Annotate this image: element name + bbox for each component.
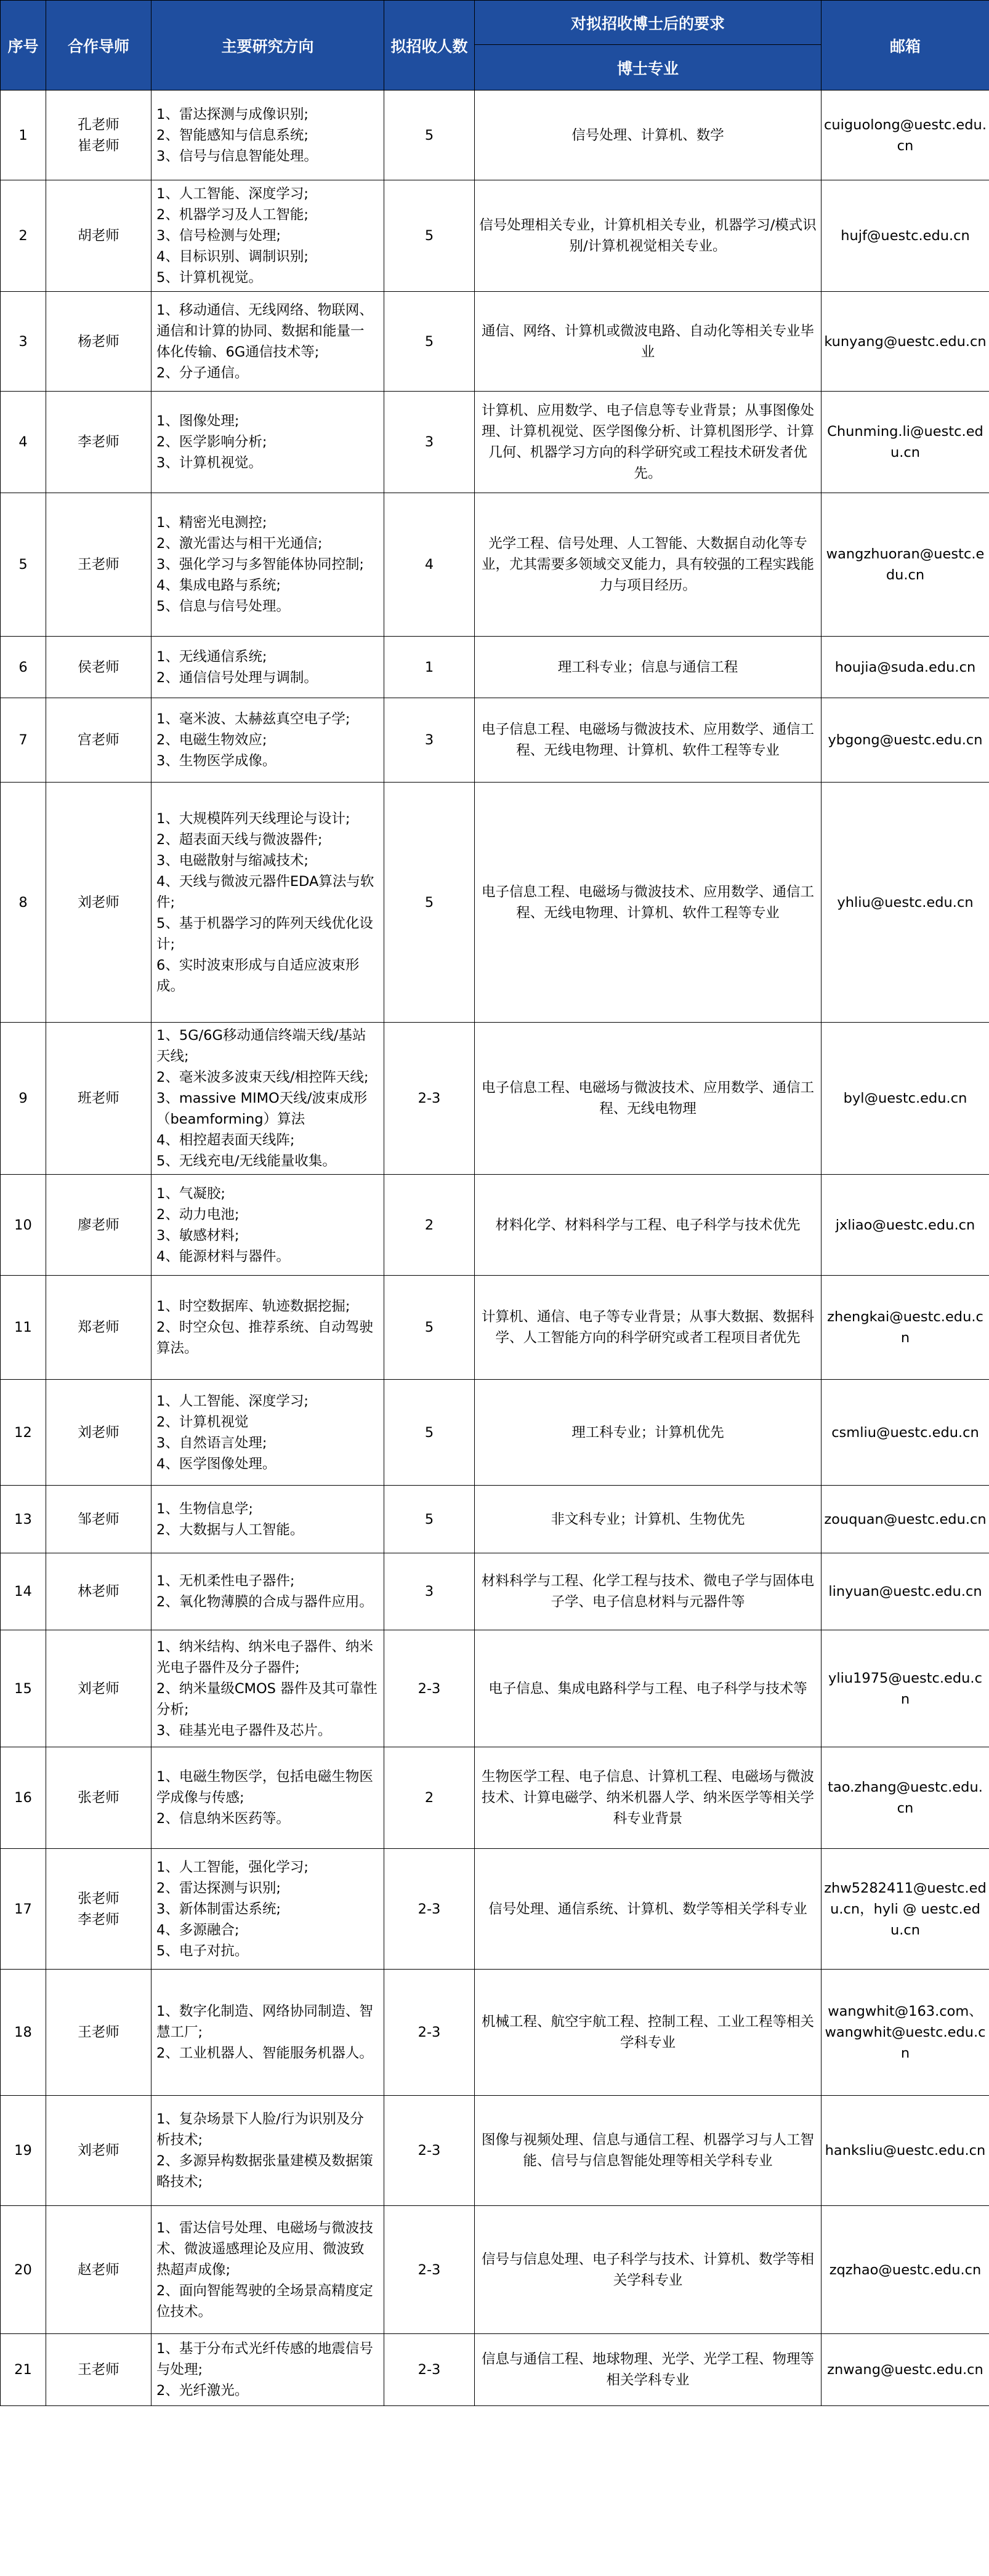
advisor-name: 李老师 (78, 434, 119, 450)
direction-item: 2、面向智能驾驶的全场景高精度定位技术。 (156, 2282, 373, 2320)
advisor-name: 杨老师 (78, 333, 119, 350)
phd-major: 材料化学、材料科学与工程、电子科学与技术优先 (475, 1175, 821, 1276)
phd-major: 信号处理、通信系统、计算机、数学等相关学科专业 (475, 1849, 821, 1970)
row-number: 1 (1, 91, 46, 180)
direction-item: 3、自然语言处理; (156, 1435, 267, 1451)
advisor-name: 侯老师 (78, 659, 119, 675)
direction-item: 2、大数据与人工智能。 (156, 1521, 304, 1538)
direction-item: 2、时空众包、推荐系统、自动驾驶算法。 (156, 1319, 373, 1356)
recruit-count: 3 (384, 698, 475, 783)
email-address: zouquan@uestc.edu.cn (821, 1486, 989, 1553)
row-number: 3 (1, 292, 46, 392)
advisor-cell (46, 493, 151, 637)
recruit-count: 2-3 (384, 1849, 475, 1970)
row-number: 11 (1, 1276, 46, 1380)
advisor-cell (46, 1276, 151, 1380)
email-address: kunyang@uestc.edu.cn (821, 292, 989, 392)
research-directions (151, 1849, 384, 1970)
advisor-name: 刘老师 (78, 2143, 119, 2159)
phd-major: 电子信息、集成电路科学与工程、电子科学与技术等 (475, 1630, 821, 1747)
research-directions (151, 292, 384, 392)
direction-item: 4、集成电路与系统; (156, 578, 281, 594)
direction-item: 1、雷达信号处理、电磁场与微波技术、微波遥感理论及应用、微波致热超声成像; (156, 2220, 373, 2278)
email-address: hanksliu@uestc.edu.cn (821, 2096, 989, 2206)
advisor-name: 郑老师 (78, 1319, 119, 1335)
research-directions (151, 91, 384, 180)
header-major: 博士专业 (475, 45, 821, 91)
direction-item: 4、目标识别、调制识别; (156, 249, 309, 265)
direction-item: 4、天线与微波元器件EDA算法与软件; (156, 873, 374, 911)
advisor-cell (46, 637, 151, 698)
table-row (1, 698, 989, 783)
row-number: 9 (1, 1023, 46, 1175)
direction-item: 1、精密光电测控; (156, 515, 267, 531)
direction-item: 2、通信信号处理与调制。 (156, 669, 318, 686)
direction-item: 2、智能感知与信息系统; (156, 127, 309, 143)
research-directions (151, 392, 384, 493)
direction-item: 2、电磁生物效应; (156, 732, 267, 748)
recruit-count: 2-3 (384, 2096, 475, 2206)
recruit-count: 3 (384, 1553, 475, 1630)
email-address: csmliu@uestc.edu.cn (821, 1380, 989, 1486)
direction-item: 1、5G/6G移动通信终端天线/基站天线; (156, 1028, 366, 1065)
table-row (1, 637, 989, 698)
direction-item: 4、相控超表面天线阵; (156, 1132, 295, 1148)
direction-item: 3、计算机视觉。 (156, 455, 262, 471)
direction-item: 3、强化学习与多智能体协同控制; (156, 557, 364, 573)
email-address: yhliu@uestc.edu.cn (821, 783, 989, 1023)
research-directions (151, 180, 384, 292)
phd-major: 材料科学与工程、化学工程与技术、微电子学与固体电子学、电子信息材料与元器件等 (475, 1553, 821, 1630)
direction-item: 1、人工智能，强化学习; (156, 1859, 309, 1875)
advisor-cell (46, 392, 151, 493)
recruit-count: 5 (384, 1486, 475, 1553)
direction-item: 1、图像处理; (156, 413, 240, 429)
recruit-count: 5 (384, 91, 475, 180)
table-row (1, 1747, 989, 1849)
phd-major: 理工科专业；信息与通信工程 (475, 637, 821, 698)
advisor-name: 宫老师 (78, 732, 119, 748)
email-address: byl@uestc.edu.cn (821, 1023, 989, 1175)
advisor-name: 王老师 (78, 2024, 119, 2040)
table-row (1, 1849, 989, 1970)
row-number: 6 (1, 637, 46, 698)
direction-item: 3、生物医学成像。 (156, 753, 277, 769)
advisor-cell (46, 783, 151, 1023)
research-directions (151, 698, 384, 783)
direction-item: 5、基于机器学习的阵列天线优化设计; (156, 915, 373, 952)
row-number: 5 (1, 493, 46, 637)
direction-item: 2、机器学习及人工智能; (156, 207, 309, 223)
email-address: zhw5282411@uestc.edu.cn，hyli @ uestc.edu.cn (821, 1849, 989, 1970)
direction-item: 1、无线通信系统; (156, 648, 267, 665)
advisor-name: 邹老师 (78, 1511, 119, 1527)
advisor-cell (46, 2096, 151, 2206)
advisor-name: 廖老师 (78, 1217, 119, 1233)
email-address: zhengkai@uestc.edu.cn (821, 1276, 989, 1380)
header-requirement-group: 对拟招收博士后的要求 (475, 1, 821, 45)
research-directions (151, 493, 384, 637)
advisor-cell (46, 91, 151, 180)
direction-item: 2、雷达探测与识别; (156, 1880, 281, 1896)
direction-item: 2、激光雷达与相干光通信; (156, 536, 323, 552)
direction-item: 1、雷达探测与成像识别; (156, 106, 309, 123)
direction-item: 2、信息纳米医药等。 (156, 1811, 290, 1827)
direction-item: 5、信息与信号处理。 (156, 598, 290, 614)
phd-major: 电子信息工程、电磁场与微波技术、应用数学、通信工程、无线电物理 (475, 1023, 821, 1175)
direction-item: 1、数字化制造、网络协同制造、智慧工厂; (156, 2003, 373, 2040)
phd-major: 非文科专业；计算机、生物优先 (475, 1486, 821, 1553)
advisor-cell (46, 1747, 151, 1849)
direction-item: 1、生物信息学; (156, 1500, 253, 1517)
advisor-name: 王老师 (78, 557, 119, 573)
header-no: 序号 (1, 1, 46, 91)
recruit-count: 2 (384, 1175, 475, 1276)
header-email: 邮箱 (821, 1, 989, 91)
table-row (1, 1553, 989, 1630)
advisor-name: 孔老师 (78, 116, 119, 133)
phd-major: 生物医学工程、电子信息、计算机工程、电磁场与微波技术、计算电磁学、纳米机器人学、纳米医学等相关学科专业背景 (475, 1747, 821, 1849)
research-directions (151, 1023, 384, 1175)
research-directions (151, 1175, 384, 1276)
phd-major: 信号处理、计算机、数学 (475, 91, 821, 180)
direction-item: 1、复杂场景下人脸/行为识别及分析技术; (156, 2111, 364, 2148)
research-directions (151, 2334, 384, 2406)
row-number: 8 (1, 783, 46, 1023)
direction-item: 4、多源融合; (156, 1922, 240, 1938)
phd-major: 理工科专业；计算机优先 (475, 1380, 821, 1486)
email-address: ybgong@uestc.edu.cn (821, 698, 989, 783)
advisor-cell (46, 1553, 151, 1630)
advisor-name: 刘老师 (78, 894, 119, 911)
table-row (1, 2206, 989, 2334)
recruit-count: 5 (384, 1380, 475, 1486)
advisor-name: 刘老师 (78, 1680, 119, 1697)
email-address: yliu1975@uestc.edu.cn (821, 1630, 989, 1747)
direction-item: 1、大规模阵列天线理论与设计; (156, 810, 350, 827)
direction-item: 1、移动通信、无线网络、物联网、通信和计算的协同、数据和能量一体化传输、6G通信技术等; (156, 302, 373, 360)
direction-item: 4、能源材料与器件。 (156, 1248, 290, 1265)
direction-item: 1、时空数据库、轨迹数据挖掘; (156, 1298, 350, 1314)
recruit-count: 4 (384, 493, 475, 637)
row-number: 18 (1, 1970, 46, 2096)
direction-item: 1、基于分布式光纤传感的地震信号与处理; (156, 2341, 373, 2378)
advisor-name: 崔老师 (78, 137, 119, 154)
direction-item: 2、工业机器人、智能服务机器人。 (156, 2045, 373, 2061)
email-address: cuiguolong@uestc.edu.cn (821, 91, 989, 180)
recruit-count: 2-3 (384, 1970, 475, 2096)
direction-item: 3、电磁散射与缩减技术; (156, 852, 309, 869)
direction-item: 6、实时波束形成与自适应波束形成。 (156, 957, 360, 994)
table-row (1, 1486, 989, 1553)
direction-item: 4、医学图像处理。 (156, 1455, 277, 1472)
advisor-name: 李老师 (78, 1911, 119, 1928)
row-number: 20 (1, 2206, 46, 2334)
email-address: zqzhao@uestc.edu.cn (821, 2206, 989, 2334)
recruit-count: 5 (384, 1276, 475, 1380)
phd-major: 电子信息工程、电磁场与微波技术、应用数学、通信工程、无线电物理、计算机、软件工程等专业 (475, 698, 821, 783)
table-row (1, 2096, 989, 2206)
research-directions (151, 1553, 384, 1630)
table-row (1, 1276, 989, 1380)
table-row (1, 1630, 989, 1747)
direction-item: 2、超表面天线与微波器件; (156, 831, 323, 848)
research-directions (151, 1380, 384, 1486)
table-row (1, 1175, 989, 1276)
row-number: 17 (1, 1849, 46, 1970)
advisor-name: 胡老师 (78, 228, 119, 244)
row-number: 16 (1, 1747, 46, 1849)
research-directions (151, 2096, 384, 2206)
direction-item: 2、毫米波多波束天线/相控阵天线; (156, 1069, 369, 1085)
direction-item: 3、massive MIMO天线/波束成形（beamforming）算法 (156, 1090, 368, 1127)
direction-item: 3、信号与信息智能处理。 (156, 148, 318, 164)
table-row (1, 493, 989, 637)
direction-item: 2、计算机视觉 (156, 1414, 249, 1430)
table-row (1, 1380, 989, 1486)
direction-item: 1、气凝胶; (156, 1185, 225, 1202)
email-address: houjia@suda.edu.cn (821, 637, 989, 698)
table-row (1, 91, 989, 180)
recruit-count: 5 (384, 180, 475, 292)
direction-item: 1、纳米结构、纳米电子器件、纳米光电子器件及分子器件; (156, 1638, 373, 1676)
direction-item: 3、敏感材料; (156, 1227, 240, 1244)
row-number: 2 (1, 180, 46, 292)
direction-item: 2、医学影响分析; (156, 434, 267, 450)
phd-major: 图像与视频处理、信息与通信工程、机器学习与人工智能、信号与信息智能处理等相关学科专业 (475, 2096, 821, 2206)
table-row (1, 1970, 989, 2096)
header-count: 拟招收人数 (384, 1, 475, 91)
advisor-name: 刘老师 (78, 1424, 119, 1441)
advisor-name: 林老师 (78, 1584, 119, 1600)
phd-major: 光学工程、信号处理、人工智能、大数据自动化等专业，尤其需要多领域交叉能力，具有较强的工程实践能力与项目经历。 (475, 493, 821, 637)
email-address: linyuan@uestc.edu.cn (821, 1553, 989, 1630)
phd-major: 信号与信息处理、电子科学与技术、计算机、数学等相关学科专业 (475, 2206, 821, 2334)
recruit-count: 2 (384, 1747, 475, 1849)
row-number: 10 (1, 1175, 46, 1276)
table-body (1, 91, 989, 2406)
advisor-cell (46, 2334, 151, 2406)
phd-major: 机械工程、航空宇航工程、控制工程、工业工程等相关学科专业 (475, 1970, 821, 2096)
row-number: 14 (1, 1553, 46, 1630)
research-directions (151, 1276, 384, 1380)
row-number: 21 (1, 2334, 46, 2406)
table-row (1, 392, 989, 493)
direction-item: 1、毫米波、太赫兹真空电子学; (156, 711, 350, 727)
phd-major: 通信、网络、计算机或微波电路、自动化等相关专业毕业 (475, 292, 821, 392)
row-number: 4 (1, 392, 46, 493)
direction-item: 2、纳米量级CMOS 器件及其可靠性分析; (156, 1680, 377, 1718)
recruit-count: 2-3 (384, 1023, 475, 1175)
email-address: tao.zhang@uestc.edu.cn (821, 1747, 989, 1849)
direction-item: 2、光纤激光。 (156, 2383, 249, 2399)
email-address: wangwhit@163.com、wangwhit@uestc.edu.cn (821, 1970, 989, 2096)
recruit-count: 5 (384, 292, 475, 392)
table-row (1, 292, 989, 392)
advisor-cell (46, 1380, 151, 1486)
direction-item: 5、计算机视觉。 (156, 270, 262, 286)
table-row (1, 783, 989, 1023)
advisor-cell (46, 2206, 151, 2334)
direction-item: 1、电磁生物医学，包括电磁生物医学成像与传感; (156, 1769, 373, 1806)
research-directions (151, 1970, 384, 2096)
row-number: 12 (1, 1380, 46, 1486)
phd-major: 计算机、应用数学、电子信息等专业背景；从事图像处理、计算机视觉、医学图像分析、计算机图形学、计算几何、机器学习方向的科学研究或工程技术研发者优先。 (475, 392, 821, 493)
email-address: jxliao@uestc.edu.cn (821, 1175, 989, 1276)
advisor-cell (46, 180, 151, 292)
direction-item: 3、新体制雷达系统; (156, 1901, 281, 1917)
advisor-name: 张老师 (78, 1790, 119, 1806)
advisor-cell (46, 698, 151, 783)
advisor-cell (46, 1486, 151, 1553)
advisor-cell (46, 1630, 151, 1747)
direction-item: 5、无线充电/无线能量收集。 (156, 1153, 336, 1169)
direction-item: 2、动力电池; (156, 1206, 240, 1223)
advisor-name: 班老师 (78, 1090, 119, 1106)
row-number: 13 (1, 1486, 46, 1553)
advisor-cell (46, 292, 151, 392)
research-directions (151, 1630, 384, 1747)
phd-major: 计算机、通信、电子等专业背景；从事大数据、数据科学、人工智能方向的科学研究或者工程项目者优先 (475, 1276, 821, 1380)
row-number: 15 (1, 1630, 46, 1747)
direction-item: 1、人工智能、深度学习; (156, 186, 309, 202)
table-row (1, 2334, 989, 2406)
recruit-count: 2-3 (384, 2334, 475, 2406)
direction-item: 3、硅基光电子器件及芯片。 (156, 1722, 332, 1739)
recruit-count: 2-3 (384, 2206, 475, 2334)
direction-item: 5、电子对抗。 (156, 1942, 249, 1959)
recruit-count: 1 (384, 637, 475, 698)
email-address: wangzhuoran@uestc.edu.cn (821, 493, 989, 637)
direction-item: 3、信号检测与处理; (156, 228, 281, 244)
email-address: Chunming.li@uestc.edu.cn (821, 392, 989, 493)
research-directions (151, 783, 384, 1023)
recruit-count: 5 (384, 783, 475, 1023)
advisor-cell (46, 1175, 151, 1276)
direction-item: 1、无机柔性电子器件; (156, 1573, 295, 1589)
table-row (1, 180, 989, 292)
phd-major: 信息与通信工程、地球物理、光学、光学工程、物理等相关学科专业 (475, 2334, 821, 2406)
research-directions (151, 637, 384, 698)
row-number: 19 (1, 2096, 46, 2206)
research-directions (151, 2206, 384, 2334)
advisor-cell (46, 1849, 151, 1970)
advisor-name: 张老师 (78, 1890, 119, 1907)
header-direction: 主要研究方向 (151, 1, 384, 91)
advisor-name: 王老师 (78, 2362, 119, 2378)
header-advisor: 合作导师 (46, 1, 151, 91)
direction-item: 1、人工智能、深度学习; (156, 1393, 309, 1409)
research-directions (151, 1747, 384, 1849)
email-address: hujf@uestc.edu.cn (821, 180, 989, 292)
email-address: znwang@uestc.edu.cn (821, 2334, 989, 2406)
header-row (1, 1, 989, 45)
advisor-cell (46, 1023, 151, 1175)
recruit-count: 3 (384, 392, 475, 493)
direction-item: 2、氧化物薄膜的合成与器件应用。 (156, 1594, 373, 1610)
phd-major: 信号处理相关专业，计算机相关专业，机器学习/模式识别/计算机视觉相关专业。 (475, 180, 821, 292)
advisor-cell (46, 1970, 151, 2096)
table-row (1, 1023, 989, 1175)
recruit-count: 2-3 (384, 1630, 475, 1747)
phd-major: 电子信息工程、电磁场与微波技术、应用数学、通信工程、无线电物理、计算机、软件工程等专业 (475, 783, 821, 1023)
row-number: 7 (1, 698, 46, 783)
research-directions (151, 1486, 384, 1553)
direction-item: 2、分子通信。 (156, 364, 249, 381)
advisor-name: 赵老师 (78, 2261, 119, 2278)
direction-item: 2、多源异构数据张量建模及数据策略技术; (156, 2153, 373, 2190)
